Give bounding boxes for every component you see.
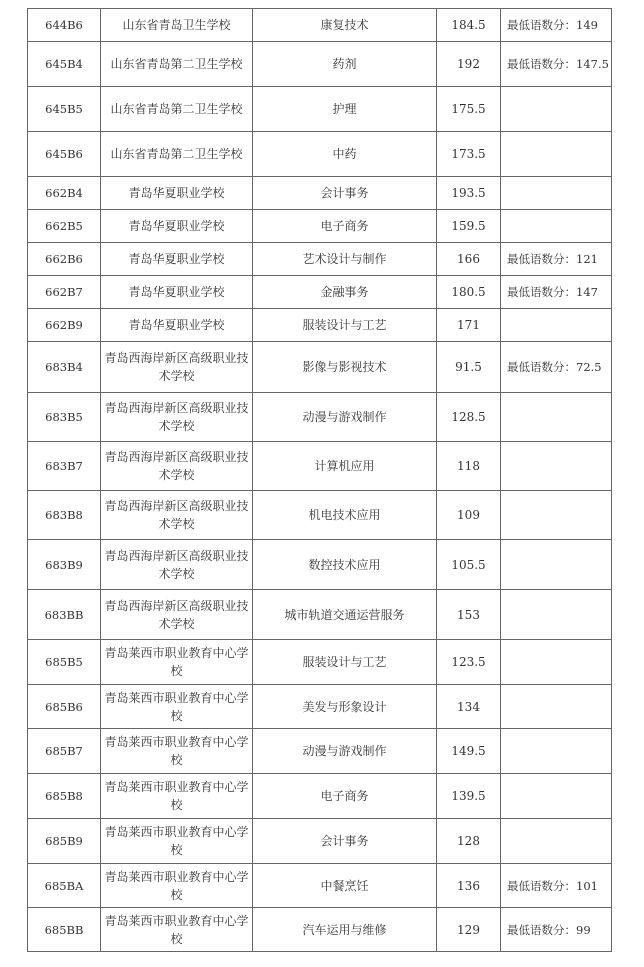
school-name-cell: 山东省青岛第二卫生学校 <box>101 42 253 87</box>
major-name-cell: 城市轨道交通运营服务 <box>253 590 437 640</box>
school-name-cell: 青岛莱西市职业教育中心学校 <box>101 864 253 908</box>
major-name-cell: 中药 <box>253 132 437 177</box>
table-row <box>28 42 612 87</box>
school-name-cell: 青岛华夏职业学校 <box>101 309 253 342</box>
school-name-cell: 青岛华夏职业学校 <box>101 210 253 243</box>
note-cell <box>501 640 612 685</box>
project-code-cell: 683B5 <box>28 393 101 442</box>
note-cell: 最低语数分：121 <box>501 243 612 276</box>
table-row <box>28 685 612 729</box>
table-row <box>28 342 612 393</box>
table-body <box>28 9 612 952</box>
project-code-cell: 662B6 <box>28 243 101 276</box>
project-code-cell: 685B7 <box>28 729 101 774</box>
major-name-cell: 电子商务 <box>253 210 437 243</box>
project-code-cell: 683B4 <box>28 342 101 393</box>
major-name-cell: 计算机应用 <box>253 442 437 491</box>
major-name-cell: 美发与形象设计 <box>253 685 437 729</box>
table-row <box>28 590 612 640</box>
school-name-cell: 青岛西海岸新区高级职业技术学校 <box>101 491 253 540</box>
note-cell <box>501 442 612 491</box>
table-row <box>28 540 612 590</box>
major-name-cell: 金融事务 <box>253 276 437 309</box>
school-name-cell: 青岛西海岸新区高级职业技术学校 <box>101 393 253 442</box>
min-score-cell: 149.5 <box>437 729 501 774</box>
table-row <box>28 864 612 908</box>
note-cell <box>501 491 612 540</box>
major-name-cell: 会计事务 <box>253 177 437 210</box>
school-name-cell: 青岛华夏职业学校 <box>101 276 253 309</box>
school-name-cell: 青岛华夏职业学校 <box>101 177 253 210</box>
table-row <box>28 243 612 276</box>
project-code-cell: 644B6 <box>28 9 101 42</box>
project-code-cell: 662B7 <box>28 276 101 309</box>
major-name-cell: 机电技术应用 <box>253 491 437 540</box>
table-row <box>28 729 612 774</box>
note-cell: 最低语数分：149 <box>501 9 612 42</box>
table-row <box>28 491 612 540</box>
min-score-cell: 193.5 <box>437 177 501 210</box>
note-cell: 最低语数分：99 <box>501 908 612 952</box>
min-score-cell: 136 <box>437 864 501 908</box>
note-cell <box>501 729 612 774</box>
school-name-cell: 山东省青岛第二卫生学校 <box>101 87 253 132</box>
table-row <box>28 640 612 685</box>
major-name-cell: 电子商务 <box>253 774 437 819</box>
major-name-cell: 护理 <box>253 87 437 132</box>
project-code-cell: 662B9 <box>28 309 101 342</box>
school-name-cell: 青岛莱西市职业教育中心学校 <box>101 729 253 774</box>
note-cell: 最低语数分：147.5 <box>501 42 612 87</box>
school-name-cell: 青岛西海岸新区高级职业技术学校 <box>101 442 253 491</box>
note-cell <box>501 309 612 342</box>
note-cell <box>501 540 612 590</box>
min-score-cell: 139.5 <box>437 774 501 819</box>
major-name-cell: 服装设计与工艺 <box>253 309 437 342</box>
min-score-cell: 134 <box>437 685 501 729</box>
table-row <box>28 393 612 442</box>
major-name-cell: 动漫与游戏制作 <box>253 729 437 774</box>
note-cell <box>501 393 612 442</box>
min-score-cell: 184.5 <box>437 9 501 42</box>
min-score-cell: 153 <box>437 590 501 640</box>
note-cell <box>501 774 612 819</box>
note-cell <box>501 685 612 729</box>
note-cell: 最低语数分：147 <box>501 276 612 309</box>
project-code-cell: 683B9 <box>28 540 101 590</box>
school-name-cell: 青岛西海岸新区高级职业技术学校 <box>101 342 253 393</box>
table-row <box>28 9 612 42</box>
project-code-cell: 645B4 <box>28 42 101 87</box>
note-cell: 最低语数分：72.5 <box>501 342 612 393</box>
table-row <box>28 87 612 132</box>
admission-score-table <box>27 8 612 952</box>
note-cell <box>501 590 612 640</box>
project-code-cell: 685B9 <box>28 819 101 864</box>
school-name-cell: 青岛莱西市职业教育中心学校 <box>101 640 253 685</box>
table-row <box>28 908 612 952</box>
table-row <box>28 210 612 243</box>
school-name-cell: 山东省青岛第二卫生学校 <box>101 132 253 177</box>
school-name-cell: 青岛华夏职业学校 <box>101 243 253 276</box>
table-row <box>28 819 612 864</box>
note-cell <box>501 177 612 210</box>
min-score-cell: 175.5 <box>437 87 501 132</box>
min-score-cell: 105.5 <box>437 540 501 590</box>
min-score-cell: 173.5 <box>437 132 501 177</box>
table-row <box>28 774 612 819</box>
project-code-cell: 685B6 <box>28 685 101 729</box>
major-name-cell: 会计事务 <box>253 819 437 864</box>
school-name-cell: 青岛西海岸新区高级职业技术学校 <box>101 540 253 590</box>
major-name-cell: 数控技术应用 <box>253 540 437 590</box>
project-code-cell: 645B5 <box>28 87 101 132</box>
table-row <box>28 276 612 309</box>
note-cell <box>501 132 612 177</box>
project-code-cell: 685B5 <box>28 640 101 685</box>
major-name-cell: 动漫与游戏制作 <box>253 393 437 442</box>
project-code-cell: 662B4 <box>28 177 101 210</box>
project-code-cell: 683BB <box>28 590 101 640</box>
min-score-cell: 180.5 <box>437 276 501 309</box>
major-name-cell: 影像与影视技术 <box>253 342 437 393</box>
project-code-cell: 645B6 <box>28 132 101 177</box>
note-cell <box>501 87 612 132</box>
min-score-cell: 128.5 <box>437 393 501 442</box>
min-score-cell: 109 <box>437 491 501 540</box>
project-code-cell: 683B7 <box>28 442 101 491</box>
school-name-cell: 青岛莱西市职业教育中心学校 <box>101 908 253 952</box>
project-code-cell: 685B8 <box>28 774 101 819</box>
school-name-cell: 青岛莱西市职业教育中心学校 <box>101 774 253 819</box>
project-code-cell: 683B8 <box>28 491 101 540</box>
major-name-cell: 汽车运用与维修 <box>253 908 437 952</box>
min-score-cell: 91.5 <box>437 342 501 393</box>
major-name-cell: 服装设计与工艺 <box>253 640 437 685</box>
min-score-cell: 159.5 <box>437 210 501 243</box>
min-score-cell: 129 <box>437 908 501 952</box>
table-row <box>28 132 612 177</box>
major-name-cell: 药剂 <box>253 42 437 87</box>
table-row <box>28 309 612 342</box>
min-score-cell: 118 <box>437 442 501 491</box>
major-name-cell: 康复技术 <box>253 9 437 42</box>
major-name-cell: 艺术设计与制作 <box>253 243 437 276</box>
school-name-cell: 青岛莱西市职业教育中心学校 <box>101 819 253 864</box>
major-name-cell: 中餐烹饪 <box>253 864 437 908</box>
table-row <box>28 442 612 491</box>
min-score-cell: 192 <box>437 42 501 87</box>
min-score-cell: 171 <box>437 309 501 342</box>
min-score-cell: 123.5 <box>437 640 501 685</box>
school-name-cell: 青岛莱西市职业教育中心学校 <box>101 685 253 729</box>
project-code-cell: 685BB <box>28 908 101 952</box>
min-score-cell: 166 <box>437 243 501 276</box>
project-code-cell: 685BA <box>28 864 101 908</box>
note-cell: 最低语数分：101 <box>501 864 612 908</box>
school-name-cell: 山东省青岛卫生学校 <box>101 9 253 42</box>
min-score-cell: 128 <box>437 819 501 864</box>
school-name-cell: 青岛西海岸新区高级职业技术学校 <box>101 590 253 640</box>
table-row <box>28 177 612 210</box>
project-code-cell: 662B5 <box>28 210 101 243</box>
note-cell <box>501 819 612 864</box>
note-cell <box>501 210 612 243</box>
